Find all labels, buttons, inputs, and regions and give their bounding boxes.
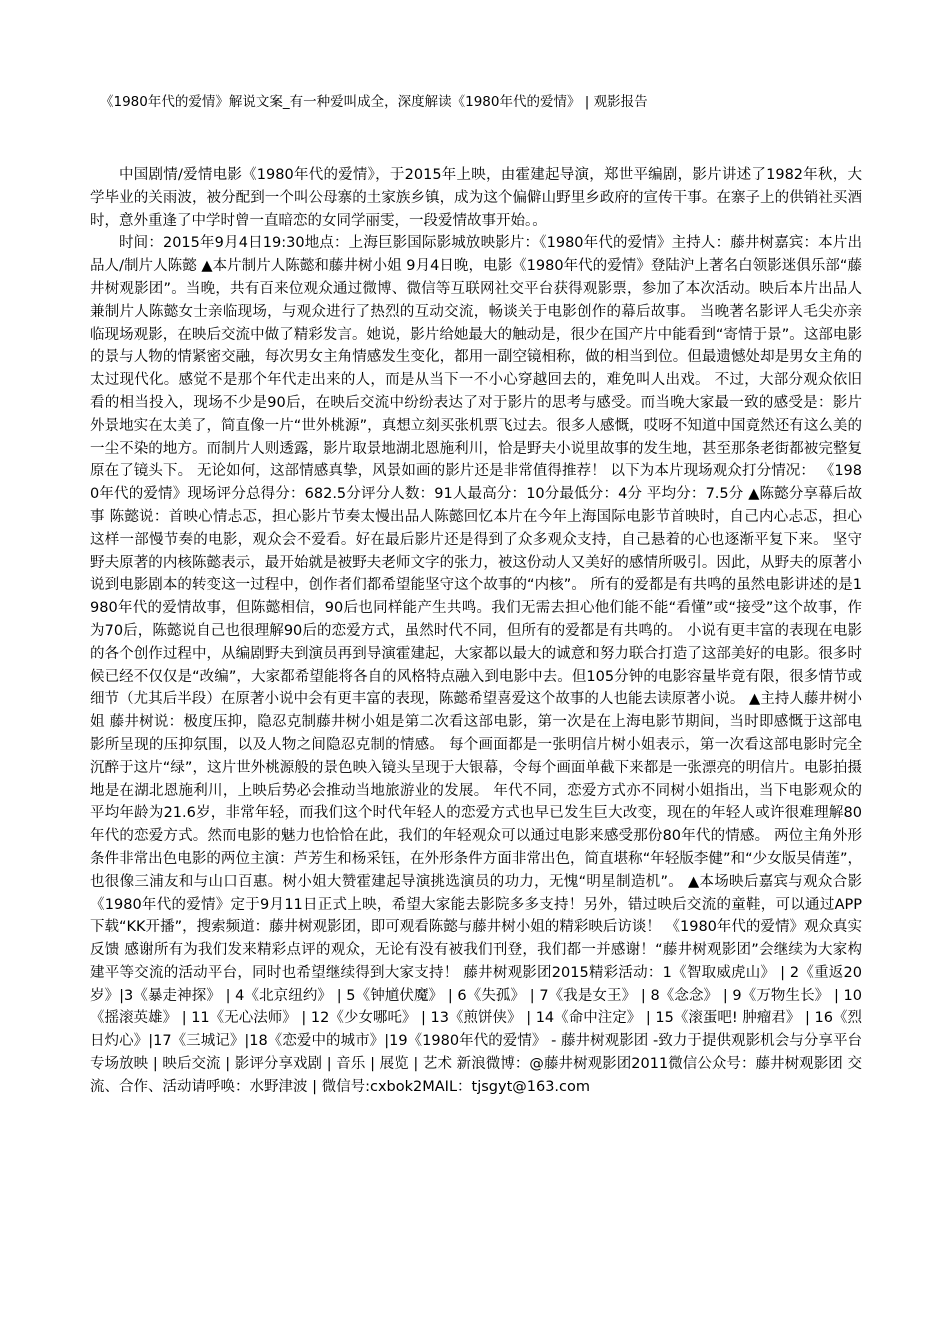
intro-paragraph: 中国剧情/爱情电影《1980年代的爱情》，于2015年上映，由霍建起导演，郑世平编剧，影片讲述了1982年秋，大学毕业的关雨波，被分配到一个叫公母寨的土家族乡镇，成为这个偏僻山野里乡政府的宣传干事。在寨子上的供销社买酒时，意外重逢了中学时曾一直暗恋的女同学丽雯，一段爱情故事开始。。 bbox=[90, 167, 862, 229]
document-body bbox=[90, 164, 862, 1099]
event-report-paragraph: 时间：2015年9月4日19:30地点：上海巨影国际影城放映影片：《1980年代的爱情》主持人：藤井树嘉宾：本片出品人/制片人陈懿 ▲本片制片人陈懿和藤井树小姐 9月4日晚，电影《1980年代的爱情》登陆沪上著名白领影迷俱乐部“藤井树观影团”。当晚，共有百来位观众通过微博、微信等互联网社交平台获得观影票，参加了本次活动。映后本片出品人兼制片人陈懿女士亲临现场，与观众进行了热烈的互动交流，畅谈关于电影创作的幕后故事。 当晚著名影评人毛尖亦亲临现场观影，在映后交流中做了精彩发言。她说，影片给她最大的触动是，很少在国产片中能看到“寄情于景”。这部电影的景与人物的情紧密交融，每次男女主角情感发生变化，都用一副空镜相称，做的相当到位。但最遗憾处却是男女主角的太过现代化。感觉不是那个年代走出来的人，而是从当下一不小心穿越回去的，难免叫人出戏。 不过，大部分观众依旧看的相当投入，现场不少是90后，在映后交流中纷纷表达了对于影片的思考与感受。而当晚大家最一致的感受是：影片外景地实在太美了，简直像一片“世外桃源”，真想立刻买张机票飞过去。很多人感慨，哎呀不知道中国竟然还有这么美的一尘不染的地方。而制片人则透露，影片取景地湖北恩施利川，恰是野夫小说里故事的发生地，甚至那条老街都被完整复原在了镜头下。 无论如何，这部情感真挚，风景如画的影片还是非常值得推荐！ 以下为本片现场观众打分情况： 《1980年代的爱情》现场评分总得分：682.5分评分人数：91人最高分：10分最低分：4分 平均分：7.5分 ▲陈懿分享幕后故事 陈懿说：首映心情忐忑，担心影片节奏太慢出品人陈懿回忆本片在今年上海国际电影节首映时，自己内心忐忑，担心这样一部慢节奏的电影，观众会不爱看。好在最后影片还是得到了众多观众支持，自己悬着的心也逐渐平复下来。 坚守野夫原著的内核陈懿表示，最开始就是被野夫老师文字的张力，被这份动人又美好的感情所吸引。因此，从野夫的原著小说到电影剧本的转变这一过程中，创作者们都希望能坚守这个故事的“内核”。 所有的爱都是有共鸣的虽然电影讲述的是1980年代的爱情故事，但陈懿相信，90后也同样能产生共鸣。我们无需去担心他们能不能“看懂”或“接受”这个故事，作为70后，陈懿说自己也很理解90后的恋爱方式，虽然时代不同，但所有的爱都是有共鸣的。 小说有更丰富的表现在电影的各个创作过程中，从编剧野夫到演员再到导演霍建起，大家都以最大的诚意和努力联合打造了这部美好的电影。很多时候已经不仅仅是“改编”，大家都希望能将各自的风格特点融入到电影中去。但105分钟的电影容量毕竟有限，很多情节或细节（尤其后半段）在原著小说中会有更丰富的表现，陈懿希望喜爱这个故事的人也能去读原著小说。 ▲主持人藤井树小姐 藤井树说：极度压抑，隐忍克制藤井树小姐是第二次看这部电影，第一次是在上海电影节期间，当时即感慨于这部电影所呈现的压抑氛围，以及人物之间隐忍克制的情感。 每个画面都是一张明信片树小姐表示，第一次看这部电影时完全沉醉于这片“绿”，这片世外桃源般的景色映入镜头呈现于大银幕，令每个画面单截下来都是一张漂亮的明信片。电影拍摄地是在湖北恩施利川，上映后势必会推动当地旅游业的发展。 年代不同，恋爱方式亦不同树小姐指出，当下电影观众的平均年龄为21.6岁，非常年轻，而我们这个时代年轻人的恋爱方式也早已发生巨大改变，现在的年轻人或许很难理解80年代的恋爱方式。然而电影的魅力也恰恰在此，我们的年轻观众可以通过电影来感受那份80年代的情感。 两位主角外形条件非常出色电影的两位主演：芦芳生和杨采钰，在外形条件方面非常出色，简直堪称“年轻版李健”和“少女版吴倩莲”，也很像三浦友和与山口百惠。树小姐大赞霍建起导演挑选演员的功力，无愧“明星制造机”。 ▲本场映后嘉宾与观众合影 《1980年代的爱情》定于9月11日正式上映，希望大家能去影院多多支持！另外，错过映后交流的童鞋，可以通过APP下载“KK开播”，搜索频道：藤井树观影团，即可观看陈懿与藤井树小姐的精彩映后访谈！ 《1980年代的爱情》观众真实反馈 感谢所有为我们发来精彩点评的观众，无论有没有被我们刊登，我们都一并感谢！“藤井树观影团”会继续为大家构建平等交流的活动平台，同时也希望继续得到大家支持！ 藤井树观影团2015精彩活动：1《智取威虎山》 | 2《重返20岁》|3《暴走神探》 | 4《北京纽约》 | 5《钟馗伏魔》 | 6《失孤》 | 7《我是女王》 | 8《念念》 | 9《万物生长》 | 10《摇滚英雄》 | 11《无心法师》 | 12《少女哪吒》 | 13《煎饼侠》 | 14《命中注定》 | 15《滚蛋吧! 肿瘤君》 | 16《烈日灼心》|17《三城记》|18《恋爱中的城市》|19《1980年代的爱情》 - 藤井树观影团 -致力于提供观影机会与分享平台专场放映 | 映后交流 | 影评分享戏剧 | 音乐 | 展览 | 艺术 新浪微博：@藤井树观影团2011微信公众号：藤井树观影团 交流、合作、活动请呼唤：水野津波 | 微信号:cxbok2MAIL：tjsgyt@163.com bbox=[90, 235, 862, 1095]
document-title: 《1980年代的爱情》解说文案_有一种爱叫成全，深度解读《1980年代的爱情》 | 观影报告 bbox=[100, 94, 648, 110]
